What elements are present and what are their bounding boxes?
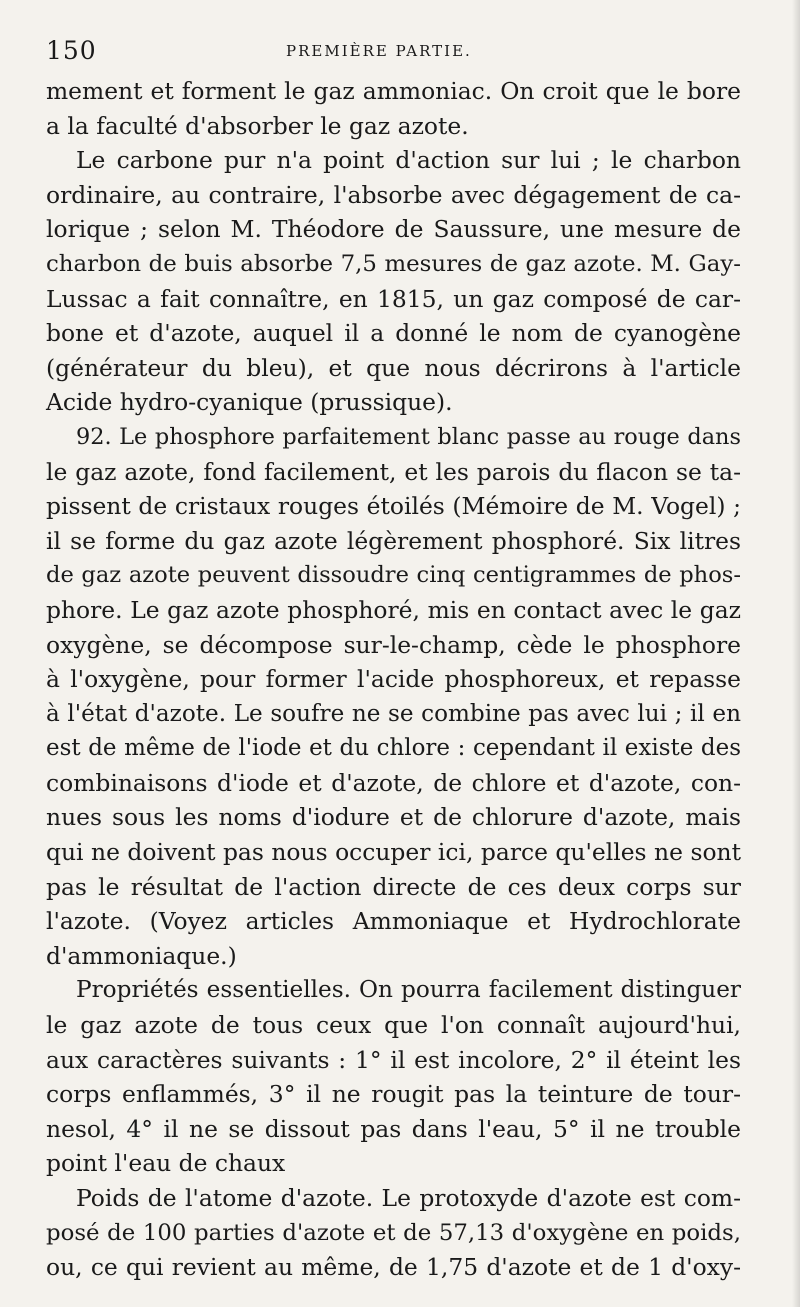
text-line: Lussac a fait connaître, en 1815, un gaz composé de car- [46,284,741,313]
text-line: Propriétés essentielles. On pourra facilement distinguer [76,976,741,1004]
text-line: il se forme du gaz azote légèrement phosphoré. Six litres [46,526,741,555]
running-title: PREMIÈRE PARTIE. [286,42,472,60]
text-line: combinaisons d'iode et d'azote, de chlore et d'azote, con- [46,768,741,797]
text-line: d'ammoniaque.) [46,941,237,970]
text-line: le gaz azote, fond facilement, et les parois du flacon se ta- [46,457,741,486]
text-line: corps enflammés, 3° il ne rougit pas la teinture de tour- [46,1080,741,1109]
text-line: phore. Le gaz azote phosphoré, mis en contact avec le gaz [46,595,741,624]
text-line: nesol, 4° il ne se dissout pas dans l'eau, 5° il ne trouble [46,1114,741,1143]
text-line: (générateur du bleu), et que nous décrirons à l'article [46,353,741,382]
text-line: à l'oxygène, pour former l'acide phosphoreux, et repasse [46,665,741,694]
text-line: ordinaire, au contraire, l'absorbe avec dégagement de ca- [46,180,741,209]
text-line: Le carbone pur n'a point d'action sur lui ; le charbon [76,146,741,175]
text-line: pissent de cristaux rouges étoilés (Mémoire de M. Vogel) ; [46,492,741,521]
page-edge-shadow [792,0,800,1307]
text-line: à l'état d'azote. Le soufre ne se combine pas avec lui ; il en [46,700,741,727]
text-line: qui ne doivent pas nous occuper ici, parce qu'elles ne sont [46,838,741,867]
text-line: l'azote. (Voyez articles Ammoniaque et Hydrochlorate [46,907,741,936]
text-line: point l'eau de chaux [46,1149,286,1178]
running-head [46,36,750,66]
text-line: est de même de l'iode et du chlore : cependant il existe des [46,735,741,762]
text-line: nues sous les noms d'iodure et de chlorure d'azote, mais [46,803,741,832]
text-line: oxygène, se décompose sur-le-champ, cède le phosphore [46,630,741,659]
text-line: lorique ; selon M. Théodore de Saussure, une mesure de [46,215,741,244]
page-number: 150 [46,36,97,65]
text-line: 92. Le phosphore parfaitement blanc passe au rouge dans [76,423,741,450]
text-line: posé de 100 parties d'azote et de 57,13 d'oxygène en poids, [46,1219,741,1246]
text-line: ou, ce qui revient au même, de 1,75 d'azote et de 1 d'oxy- [46,1253,741,1282]
text-line: bone et d'azote, auquel il a donné le nom de cyanogène [46,319,741,348]
text-line: aux caractères suivants : 1° il est incolore, 2° il éteint les [46,1045,741,1074]
text-line: a la faculté d'absorber le gaz azote. [46,111,469,140]
text-line: pas le résultat de l'action directe de ces deux corps sur [46,872,741,901]
text-line: de gaz azote peuvent dissoudre cinq centigrammes de phos- [46,562,741,589]
body-text [46,74,741,1285]
text-line: Acide hydro-cyanique (prussique). [46,388,453,417]
text-line: charbon de buis absorbe 7,5 mesures de gaz azote. M. Gay- [46,250,741,277]
text-line: le gaz azote de tous ceux que l'on connaît aujourd'hui, [46,1011,741,1040]
text-line: mement et forment le gaz ammoniac. On croit que le bore [46,77,741,105]
text-line: Poids de l'atome d'azote. Le protoxyde d'azote est com- [76,1184,741,1212]
